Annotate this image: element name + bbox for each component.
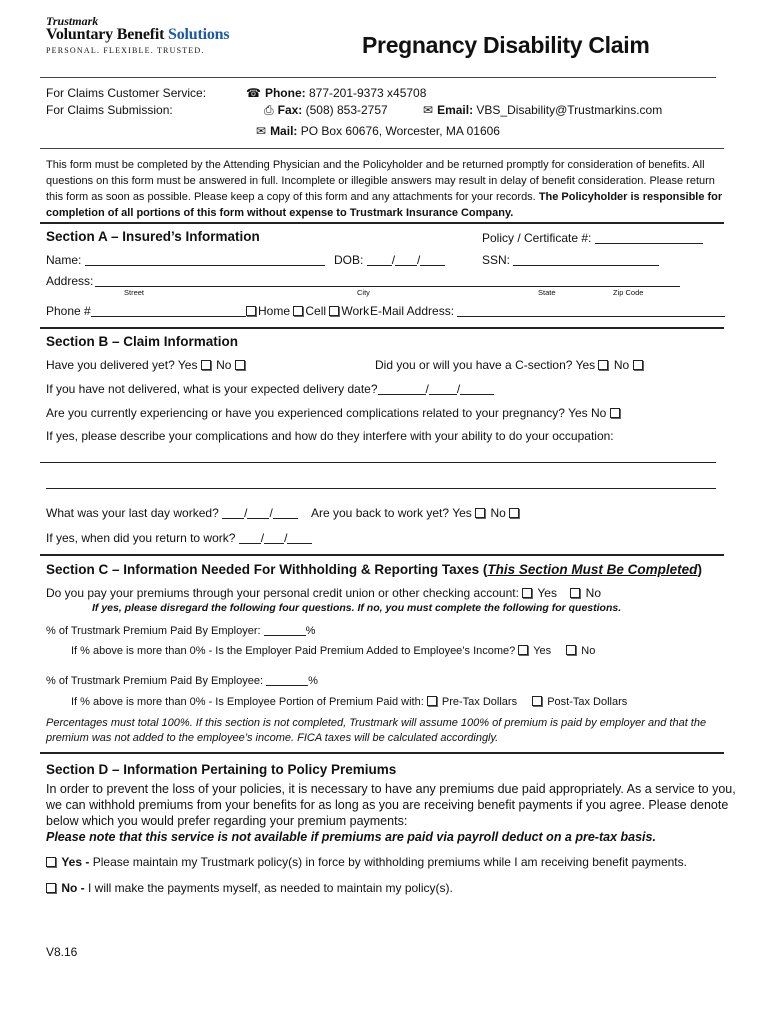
back-to-work-label: Are you back to work yet? [311, 506, 450, 520]
delivered-no-checkbox[interactable] [235, 360, 245, 370]
section-d-note: Please note that this service is not available if premiums are paid via payroll deduct on a pre-tax basis. [46, 830, 656, 844]
customer-service-label: For Claims Customer Service: [46, 86, 207, 100]
back-no-checkbox[interactable] [509, 508, 519, 518]
employee-tax-label: If % above is more than 0% - Is Employee Portion of Premium Paid with: [71, 696, 424, 708]
complications-input-line-1[interactable] [40, 462, 716, 463]
logo-wordmark-part2: Solutions [168, 26, 230, 43]
premium-account-yes-label: Yes [537, 586, 557, 600]
phone-field [46, 304, 246, 318]
csection-question [375, 358, 645, 372]
section-c-divider [40, 554, 724, 556]
complications-checkbox[interactable] [610, 408, 620, 418]
complications-describe: If yes, please describe your complications and how do they interfere with your ability to do your occupation: [46, 429, 614, 443]
fax-label: Fax: [277, 103, 303, 117]
section-c-title [46, 562, 702, 577]
posttax-label: Post-Tax Dollars [547, 696, 628, 708]
employee-pct-sign: % [308, 675, 318, 687]
last-day-day-input[interactable] [247, 507, 269, 519]
phone-icon: ☎ [246, 86, 261, 100]
employee-pct-input[interactable] [266, 674, 308, 686]
email-input[interactable] [457, 305, 725, 317]
section-c-title-emphasis: This Section Must Be Completed [487, 562, 698, 577]
premium-account-label: Do you pay your premiums through your personal credit union or other checking account: [46, 586, 519, 600]
page-title: Pregnancy Disability Claim [362, 32, 650, 58]
email-line [423, 103, 662, 117]
delivery-year-input[interactable] [460, 383, 494, 395]
section-d-text: In order to prevent the loss of your policies, it is necessary to have any premiums due paid appropriately. As a service to you, we can withhold premiums from your benefits for as long as you are receiving benefit payments if you agree. Please denote below which you would prefer regarding your premium payments: [46, 782, 736, 828]
employer-income-yes-checkbox[interactable] [518, 645, 528, 655]
section-a-title: Section A – Insured’s Information [46, 229, 260, 244]
section-d-title: Section D – Information Pertaining to Policy Premiums [46, 762, 397, 777]
mail-icon: ✉ [256, 124, 267, 138]
section-b-title: Section B – Claim Information [46, 334, 239, 349]
section-c-title-close: ) [697, 562, 702, 577]
delivered-label: Have you delivered yet? [46, 358, 175, 372]
employer-income-no-label: No [581, 645, 596, 657]
claims-submission-label: For Claims Submission: [46, 103, 173, 117]
phone-type-options [246, 304, 369, 318]
section-c-title-text: Section C – Information Needed For Withholding & Reporting Taxes ( [46, 562, 488, 577]
employer-pct-input[interactable] [264, 624, 306, 636]
dob-label: DOB: [334, 253, 364, 267]
complications-yes-label: Yes [568, 406, 588, 420]
last-day-label: What was your last day worked? [46, 506, 219, 520]
premium-account-no-label: No [585, 586, 601, 600]
intro-plain: This form must be completed by the Attending Physician and the Policyholder and be returned promptly for consideration of benefits. All questions on this form must be answered in full. Incomplete or illegible answers may result in delay of benefit consideration. Please return this form as soon as possible. Please keep a copy of this form and any attachments for your records. [46, 159, 715, 203]
employer-pct-sign: % [305, 625, 316, 637]
fax-line [264, 103, 388, 118]
ssn-input[interactable] [513, 254, 659, 266]
withhold-yes-option [46, 855, 687, 869]
delivered-no-label: No [216, 358, 232, 372]
policy-input[interactable] [595, 232, 703, 244]
return-month-input[interactable] [239, 532, 261, 544]
back-yes-label: Yes [452, 506, 472, 520]
pretax-label: Pre-Tax Dollars [441, 696, 518, 708]
fax-icon: ⎙ [264, 103, 274, 117]
email-field-label: E-Mail Address: [370, 304, 455, 318]
employer-income-question [71, 645, 595, 657]
work-checkbox[interactable] [329, 306, 339, 316]
back-to-work-question [311, 506, 521, 520]
return-year-input[interactable] [287, 532, 312, 544]
dob-year-input[interactable] [420, 254, 445, 266]
complications-input-line-2[interactable] [46, 488, 716, 489]
csection-label: Did you or will you have a C-section? [375, 358, 573, 372]
email-address[interactable]: VBS_Disability@Trustmarkins.com [476, 103, 663, 117]
employer-income-no-checkbox[interactable] [566, 645, 576, 655]
employer-income-yes-label: Yes [533, 645, 552, 657]
cell-checkbox[interactable] [293, 306, 303, 316]
dob-month-input[interactable] [367, 254, 392, 266]
delivery-date-question: If you have not delivered, what is your expected delivery date? / / [46, 382, 494, 396]
withhold-no-label: No - [61, 881, 85, 895]
mail-line [256, 124, 500, 138]
home-label: Home [258, 304, 291, 318]
premium-account-yes-checkbox[interactable] [522, 588, 532, 598]
withhold-no-checkbox[interactable] [46, 883, 56, 893]
work-label: Work [341, 304, 370, 318]
complications-question [46, 406, 622, 420]
employee-pct-label: % of Trustmark Premium Paid By Employee: [46, 675, 264, 687]
dob-day-input[interactable] [395, 254, 417, 266]
zip-caption: Zip Code [613, 288, 644, 297]
complications-no-label: No [591, 406, 607, 420]
back-no-label: No [490, 506, 506, 520]
delivered-yes-label: Yes [177, 358, 198, 372]
withhold-yes-label: Yes - [61, 855, 90, 869]
name-field [46, 253, 325, 267]
premium-account-note: If yes, please disregard the following four questions. If no, you must complete the following for questions. [92, 602, 622, 614]
posttax-checkbox[interactable] [532, 696, 542, 706]
phone-number-input[interactable] [91, 305, 246, 317]
withhold-yes-text: Please maintain my Trustmark policy(s) in force by withholding premiums while I am receiving benefit payments. [92, 855, 687, 869]
form-version: V8.16 [46, 945, 78, 959]
return-day-input[interactable] [264, 532, 284, 544]
phone-number-label: Phone # [46, 304, 91, 318]
logo-tagline: PERSONAL. FLEXIBLE. TRUSTED. [46, 46, 205, 55]
premium-account-no-checkbox[interactable] [570, 588, 580, 598]
csection-no-checkbox[interactable] [633, 360, 643, 370]
delivery-day-input[interactable] [429, 383, 457, 395]
ssn-label: SSN: [482, 253, 511, 267]
last-day-month-input[interactable] [222, 507, 244, 519]
csection-yes-label: Yes [575, 358, 596, 372]
last-day-year-input[interactable] [273, 507, 298, 519]
return-date-label: If yes, when did you return to work? [46, 531, 236, 545]
section-c-note: Percentages must total 100%. If this section is not completed, Trustmark will assume 100% of premium is paid by employer and that the premium was not added to the employee’s income. FICA taxes will be calculated accordingly. [46, 717, 707, 744]
fax-number: (508) 853-2757 [305, 103, 388, 117]
employer-pct-label: % of Trustmark Premium Paid By Employer: [46, 625, 261, 637]
delivery-date-label: If you have not delivered, what is your expected delivery date? [46, 382, 378, 396]
section-a-divider [40, 222, 724, 224]
employee-tax-question [71, 696, 627, 708]
logo-wordmark [46, 26, 229, 44]
section-b-divider [40, 327, 724, 329]
email-label: Email: [437, 103, 474, 117]
policy-label: Policy / Certificate #: [482, 231, 592, 245]
csection-yes-checkbox[interactable] [598, 360, 608, 370]
delivered-yes-checkbox[interactable] [201, 360, 211, 370]
delivery-month-input[interactable] [378, 383, 426, 395]
logo-trustmark: Trustmark [46, 14, 99, 28]
last-day-question: What was your last day worked? / / [46, 506, 298, 520]
withhold-no-option [46, 881, 453, 895]
contact-divider [40, 148, 724, 149]
street-caption: Street [124, 288, 145, 297]
envelope-icon: ✉ [423, 103, 434, 117]
email-field [370, 304, 725, 318]
dob-field: DOB: / / [334, 253, 445, 267]
city-caption: City [357, 288, 370, 297]
section-d-paragraph [46, 781, 736, 845]
withhold-yes-checkbox[interactable] [46, 857, 56, 867]
mail-address: PO Box 60676, Worcester, MA 01606 [300, 124, 500, 138]
mail-label: Mail: [270, 124, 298, 138]
employer-pct-field [46, 624, 315, 637]
csection-no-label: No [613, 358, 630, 372]
home-checkbox[interactable] [246, 306, 256, 316]
name-input[interactable] [85, 254, 325, 266]
phone-number: 877-201-9373 x45708 [308, 86, 427, 100]
intro-text [46, 157, 730, 221]
ssn-field [482, 253, 659, 267]
state-caption: State [538, 288, 556, 297]
premium-account-question [46, 586, 601, 600]
delivered-question [46, 358, 247, 372]
logo-wordmark-part1: Voluntary Benefit [46, 26, 169, 43]
phone-line [246, 86, 426, 100]
intro-bold: The Policyholder is responsible for completion of all portions of this form without expense to Trustmark Insurance Company. [46, 191, 723, 219]
back-yes-checkbox[interactable] [475, 508, 485, 518]
name-label: Name: [46, 253, 82, 267]
employee-pct-field [46, 674, 318, 687]
withhold-no-text: I will make the payments myself, as needed to maintain my policy(s). [88, 881, 453, 895]
return-date-question: If yes, when did you return to work? / / [46, 531, 312, 545]
address-label: Address: [46, 274, 94, 288]
pretax-checkbox[interactable] [427, 696, 437, 706]
phone-label: Phone: [264, 86, 306, 100]
employer-income-label: If % above is more than 0% - Is the Employer Paid Premium Added to Employee’s Income? [71, 645, 516, 657]
address-input[interactable] [95, 286, 680, 287]
cell-label: Cell [305, 304, 327, 318]
policy-field [482, 231, 703, 245]
section-d-divider [40, 752, 724, 754]
header-divider [40, 77, 716, 78]
complications-label: Are you currently experiencing or have you experienced complications related to your pregnancy? [46, 406, 565, 420]
